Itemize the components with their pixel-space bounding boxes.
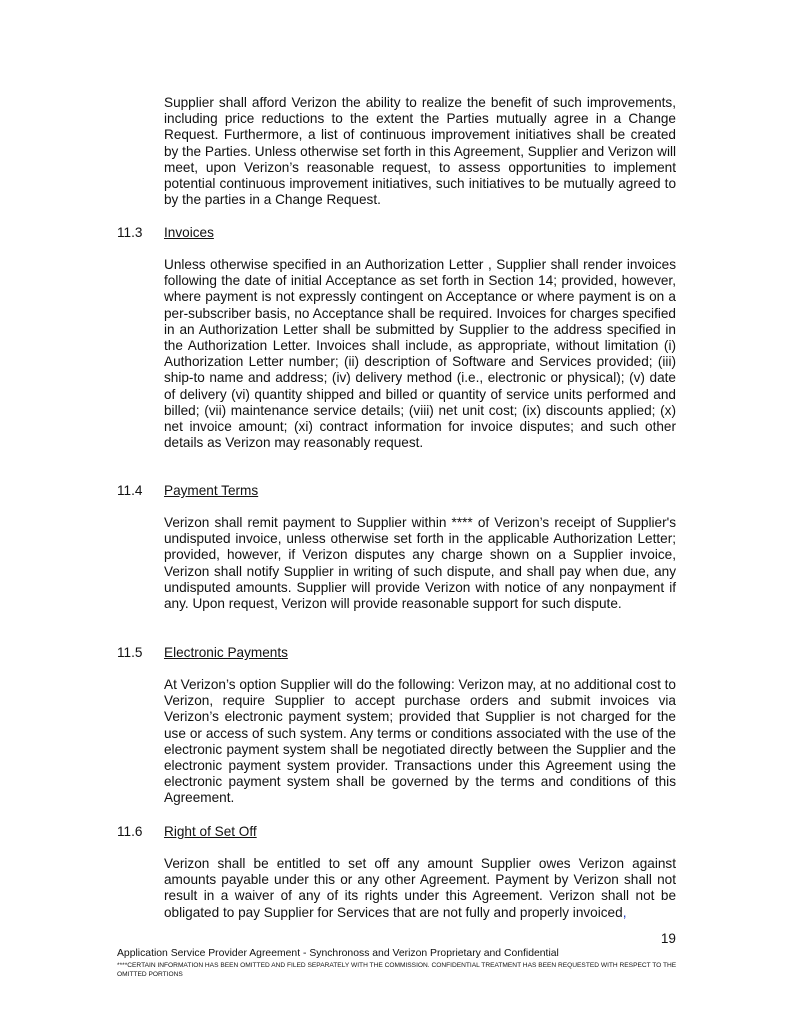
section-title: Invoices bbox=[164, 225, 214, 240]
section-number: 11.6 bbox=[117, 824, 143, 839]
footer-title: Application Service Provider Agreement - Synchronoss and Verizon Proprietary and Confidential bbox=[117, 948, 559, 959]
section-heading-payment-terms bbox=[117, 483, 258, 499]
section-body-payment-terms: Verizon shall remit payment to Supplier within **** of Verizon’s receipt of Supplier's undisputed invoice, unless otherwise set forth in the applicable Authorization Letter; provided, however, if Verizon disputes any charge shown on a Supplier invoice, Verizon shall notify Supplier in writing of such dispute, and shall pay when due, any undisputed amounts. Supplier will provide Verizon with notice of any nonpayment if any. Upon request, Verizon will provide reasonable support for such dispute. bbox=[164, 515, 676, 612]
section-title: Right of Set Off bbox=[164, 824, 257, 839]
section-heading-electronic-payments bbox=[117, 645, 288, 661]
section-body-text: Verizon shall be entitled to set off any amount Supplier owes Verizon against amounts payable under this or any other Agreement. Payment by Verizon shall not result in a waiver of any of its rights under this Agreement. Verizon shall not be obligated to pay Supplier for Services that are not fully and properly invoiced bbox=[164, 856, 676, 920]
section-body-invoices: Unless otherwise specified in an Authorization Letter , Supplier shall render invoices following the date of initial Acceptance as set forth in Section 14; provided, however, where payment is not expressly contingent on Acceptance or where payment is on a per-subscriber basis, no Acceptance shall be required. Invoices for charges specified in an Authorization Letter shall be submitted by Supplier to the address specified in the Authorization Letter. Invoices shall include, as appropriate, without limitation (i) Authorization Letter number; (ii) description of Software and Services provided; (iii) ship-to name and address; (iv) delivery method (i.e., electronic or physical); (v) date of delivery (vi) quantity shipped and billed or quantity of service units performed and billed; (vii) maintenance service details; (viii) net unit cost; (ix) discounts applied; (x) net invoice amount; (xi) contract information for invoice disputes; and such other details as Verizon may reasonably request. bbox=[164, 257, 676, 451]
section-heading-invoices bbox=[117, 225, 214, 241]
footer-confidential-note: ****CERTAIN INFORMATION HAS BEEN OMITTED AND FILED SEPARATELY WITH THE COMMISSION. CONFIDENTIAL TREATMENT HAS BEEN REQUESTED WITH RESPECT TO THE OMITTED PORTIONS bbox=[117, 962, 677, 978]
section-body-electronic-payments: At Verizon’s option Supplier will do the following: Verizon may, at no additional cost to Verizon, require Supplier to accept purchase orders and submit invoices via Verizon’s electronic payment system; provided that Supplier is not charged for the use or access of such system. Any terms or conditions associated with the use of the electronic payment system shall be negotiated directly between the Supplier and the electronic payment system provider. Transactions under this Agreement using the electronic payment system shall be governed by the terms and conditions of this Agreement. bbox=[164, 677, 676, 806]
section-title: Payment Terms bbox=[164, 483, 259, 498]
intro-paragraph: Supplier shall afford Verizon the ability to realize the benefit of such improvements, including price reductions to the extent the Parties mutually agree in a Change Request. Furthermore, a list of continuous improvement initiatives shall be created by the Parties. Unless otherwise set forth in this Agreement, Supplier and Verizon will meet, upon Verizon’s reasonable request, to assess opportunities to implement potential continuous improvement initiatives, such initiatives to be mutually agreed to by the parties in a Change Request. bbox=[164, 95, 676, 208]
section-number: 11.5 bbox=[117, 645, 143, 660]
section-body-right-of-set-off bbox=[164, 856, 676, 921]
section-title: Electronic Payments bbox=[164, 645, 288, 660]
page-number: 19 bbox=[660, 931, 676, 946]
trailing-link-comma[interactable]: , bbox=[622, 904, 627, 920]
section-number: 11.4 bbox=[117, 483, 143, 498]
section-number: 11.3 bbox=[117, 225, 143, 240]
section-heading-right-of-set-off bbox=[117, 824, 257, 840]
